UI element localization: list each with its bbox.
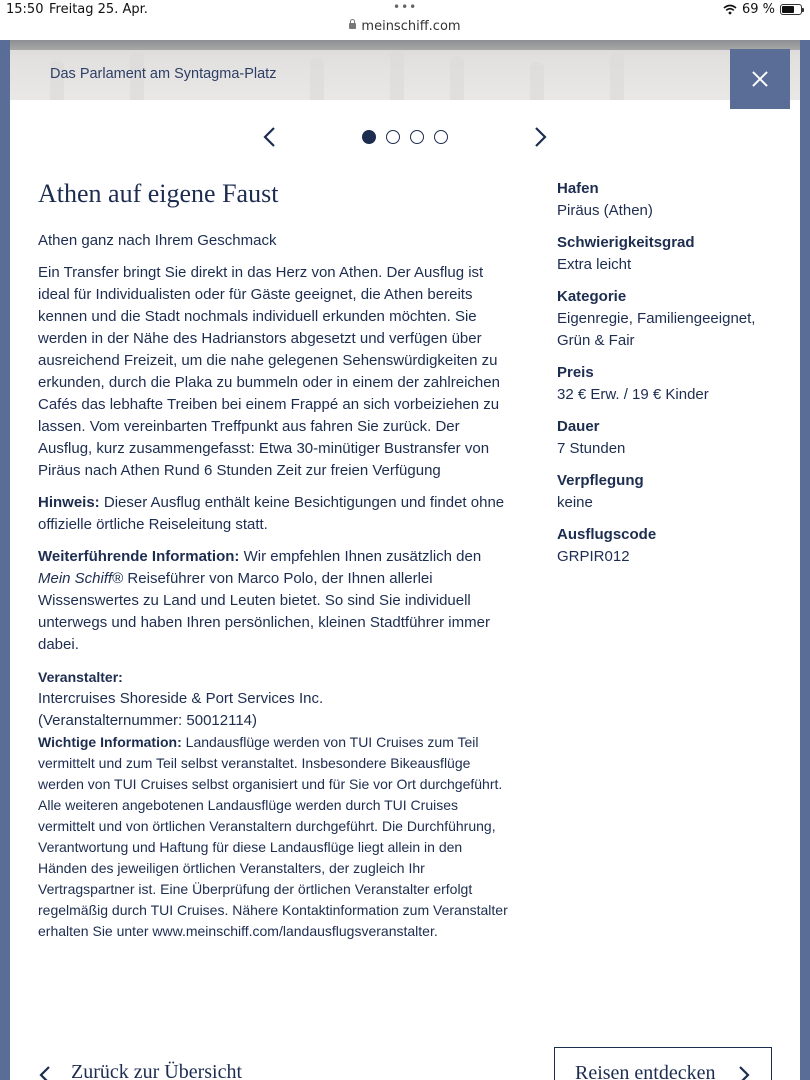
fact-label: Verpflegung: [557, 472, 644, 489]
organizer-number: (Veranstalternummer: 50012114): [38, 712, 258, 729]
back-to-overview-link[interactable]: [38, 1061, 242, 1080]
excursion-description: Ein Transfer bringt Sie direkt in das Herz von Athen. Der Ausflug ist ideal für Individualisten oder für Gäste geeignet, die Athen bereits kennen und die Stadt nochmals individuell erkunden möchten. Sie werden in der Nähe des Hadrianstors abgesetzt und verfügen über ausreichend Freizeit, um die nahe gelegenen Sehenswürdigkeiten zu erkunden, durch die Plaka zu bummeln oder in einem der zahlreichen Cafés das lebhafte Treiben bei einem Frappé an sich vorbeiziehen zu lassen. Vom vereinbarten Treffpunkt aus fahren Sie zurück. Der Ausflug, kurz zusammengefasst: Etwa 30-minütiger Bustransfer von Piräus nach Athen Rund 6 Stunden Zeit zur freien Verfügung: [38, 264, 500, 479]
carousel-dot[interactable]: [362, 130, 376, 144]
status-date: Freitag 25. Apr.: [49, 2, 148, 17]
organizer-block: [38, 666, 510, 942]
organizer-name: Intercruises Shoreside & Port Services Inc.: [38, 690, 324, 707]
info-brand: Mein Schiff: [38, 570, 113, 587]
fact-value: Piräus (Athen): [557, 202, 653, 219]
hero-caption: Das Parlament am Syntagma-Platz: [50, 66, 277, 82]
hint-text: Dieser Ausflug enthält keine Besichtigungen und findet ohne offizielle örtliche Reiseleitung statt.: [38, 494, 505, 533]
chevron-right-icon: [737, 1065, 751, 1080]
fact-code: [557, 524, 787, 568]
excursion-facts: [557, 178, 787, 578]
fact-value: Eigenregie, Familiengeeignet, Grün & Fair: [557, 310, 756, 349]
fact-category: [557, 286, 787, 352]
info-text: Wir empfehlen Ihnen zusätzlich den: [239, 548, 482, 565]
footer-actions: [10, 1047, 800, 1080]
hint-label: Hinweis:: [38, 494, 100, 511]
important-text: Landausflüge werden von TUI Cruises zum Teil vermittelt und zum Teil selbst veranstaltet. Insbesondere Bikeausflüge werden von TUI Cruises selbst organisiert und für Sie vor Ort durchgeführt. Alle weiteren angebotenen Landausflüge werden durch TUI Cruises vermittelt und von örtlichen Veranstaltern durchgeführt. Die Durchführung, Verantwortung und Haftung für diese Landausflüge liegt allein in den Händen des jeweiligen örtlichen Veranstalters, der zugleich Ihr Vertragspartner ist. Eine Überprüfung der örtlichen Veranstalter erfolgt regelmäßig durch TUI Cruises. Nähere Kontaktinformation zum Veranstalter erhalten Sie unter www.meinschiff.com/landausflugsveranstalter.: [38, 734, 508, 939]
discover-label: Reisen entdecken: [575, 1062, 716, 1080]
image-carousel: [10, 120, 800, 154]
status-bar: [0, 0, 810, 40]
fact-value: 32 € Erw. / 19 € Kinder: [557, 386, 709, 403]
fact-label: Dauer: [557, 418, 600, 435]
address-url: meinschiff.com: [361, 19, 461, 34]
info-registered: ®: [112, 570, 124, 587]
important-label: Wichtige Information:: [38, 734, 182, 750]
fact-difficulty: [557, 232, 787, 276]
fact-label: Preis: [557, 364, 594, 381]
chevron-right-icon[interactable]: [530, 126, 550, 148]
fact-label: Ausflugscode: [557, 526, 657, 543]
fact-label: Kategorie: [557, 288, 627, 305]
fact-harbor: [557, 178, 787, 222]
chevron-left-icon[interactable]: [260, 126, 280, 148]
multitasking-dots-icon[interactable]: •••: [393, 0, 418, 14]
carousel-dots: [362, 130, 448, 144]
status-indicators: [723, 2, 802, 17]
fact-value: 7 Stunden: [557, 440, 626, 457]
hero-image: [10, 40, 800, 100]
battery-percent: 69 %: [741, 2, 775, 17]
address-bar[interactable]: [0, 19, 810, 34]
status-time: 15:50: [6, 2, 44, 17]
info-text-continued: Reiseführer von Marco Polo, der Ihnen allerlei Wissenswertes zu Land und Leuten bietet. So sind Sie individuell unterwegs und haben Ihren persönlichen, kleinen Stadtführer immer dabei.: [38, 570, 490, 653]
fact-catering: [557, 470, 787, 514]
wifi-icon: [723, 4, 737, 15]
carousel-dot[interactable]: [434, 130, 448, 144]
fact-label: Hafen: [557, 180, 599, 197]
fact-value: keine: [557, 494, 593, 511]
page-title: Athen auf eigene Faust: [38, 179, 279, 208]
chevron-left-icon: [38, 1065, 52, 1080]
fact-label: Schwierigkeitsgrad: [557, 234, 695, 251]
discover-trips-button[interactable]: [554, 1047, 772, 1080]
fact-duration: [557, 416, 787, 460]
info-paragraph: [38, 546, 510, 656]
excursion-modal: [10, 40, 800, 1080]
info-label: Weiterführende Information:: [38, 548, 240, 565]
lock-icon: [349, 23, 356, 29]
carousel-dot[interactable]: [410, 130, 424, 144]
organizer-label: Veranstalter:: [38, 669, 123, 685]
excursion-content: [38, 178, 510, 942]
back-label: Zurück zur Übersicht: [71, 1061, 243, 1080]
fact-value: GRPIR012: [557, 548, 630, 565]
close-button[interactable]: [730, 49, 790, 109]
hint-paragraph: [38, 492, 510, 536]
fact-price: [557, 362, 787, 406]
excursion-subtitle: Athen ganz nach Ihrem Geschmack: [38, 232, 277, 249]
battery-icon: [780, 4, 802, 15]
fact-value: Extra leicht: [557, 256, 632, 273]
carousel-dot[interactable]: [386, 130, 400, 144]
